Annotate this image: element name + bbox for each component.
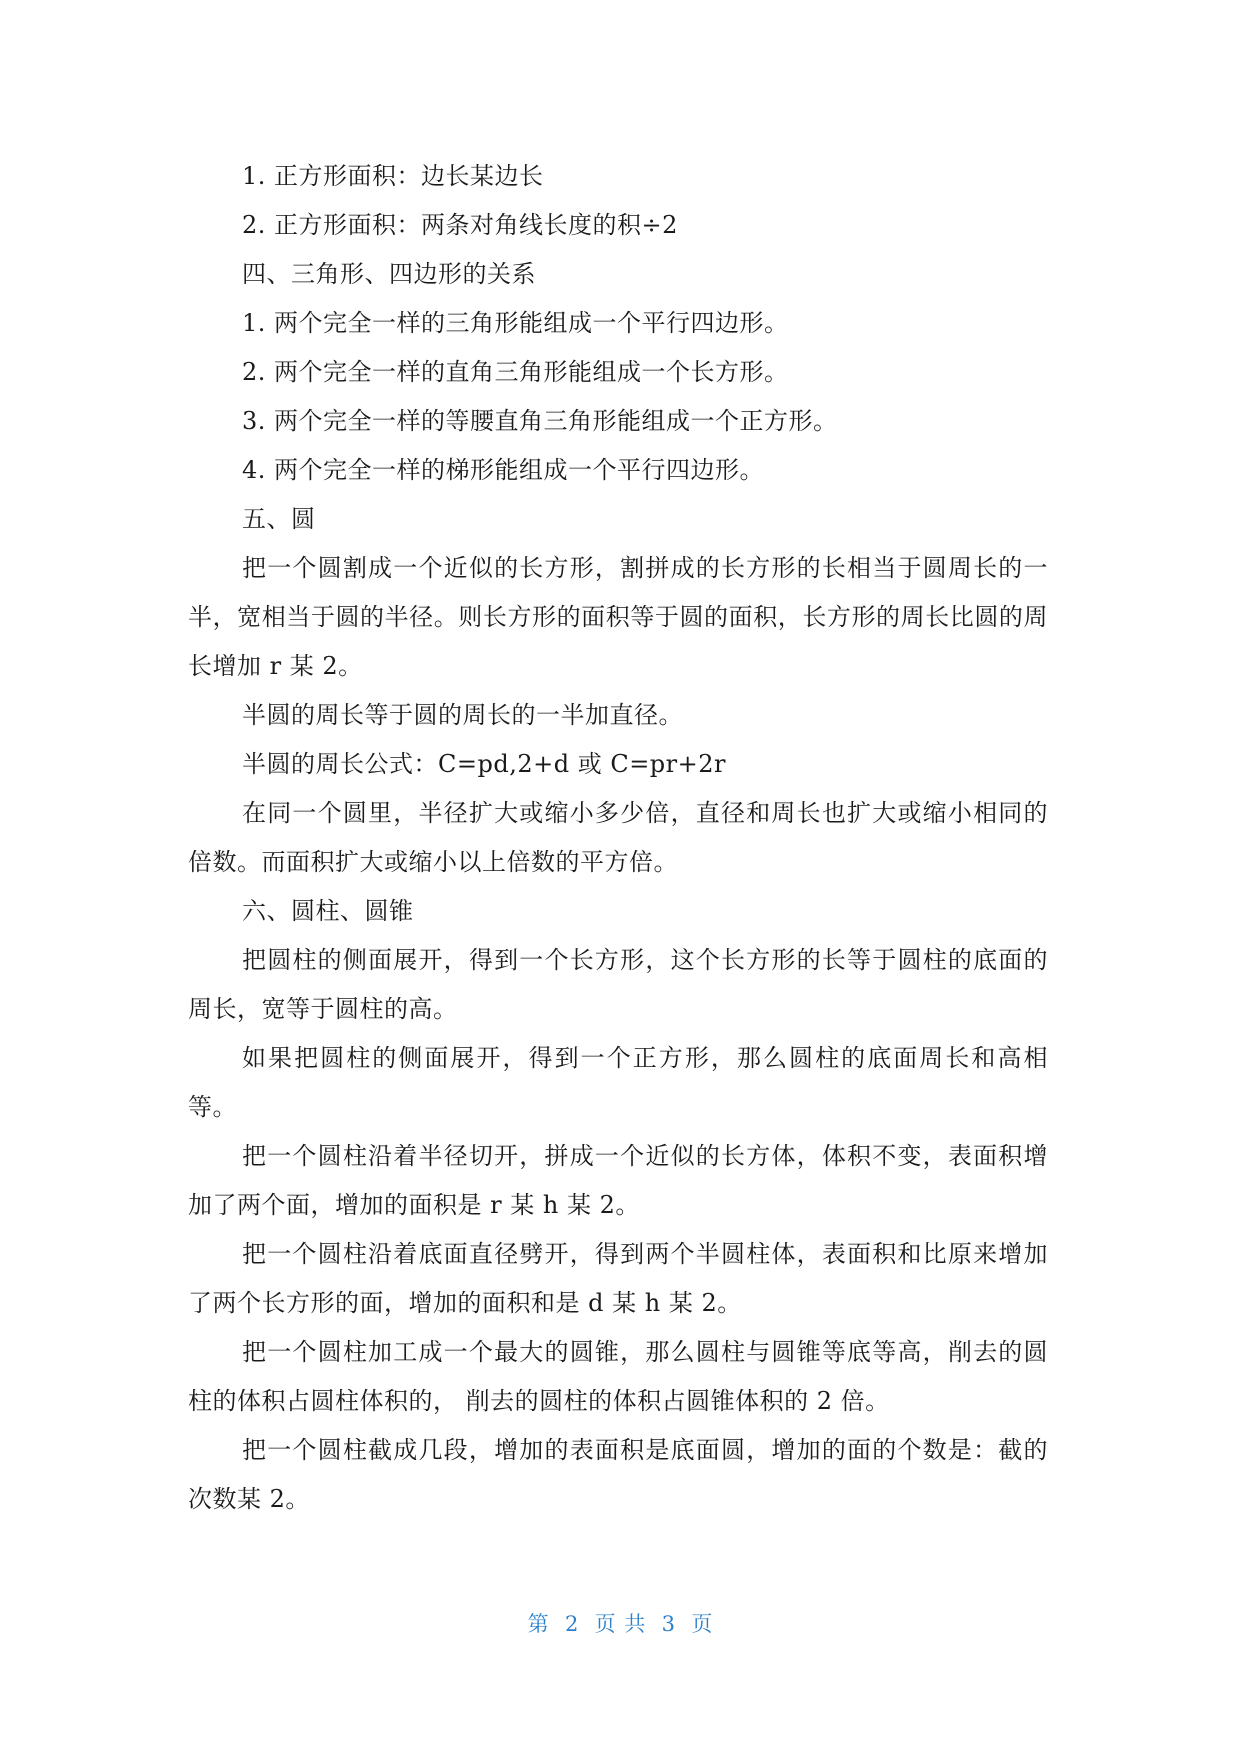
section-heading-5: 五、圆	[242, 505, 316, 533]
section-heading-4: 四、三角形、四边形的关系	[242, 260, 536, 288]
list-item-2: 2. 两个完全一样的直角三角形能组成一个长方形。	[242, 358, 789, 386]
formula-line-2: 2. 正方形面积：两条对角线长度的积÷2	[242, 211, 678, 239]
paragraph: 把一个圆柱沿着半径切开，拼成一个近似的长方体，体积不变，表面积增加了两个面，增加的面积是 r 某 h 某 2。	[188, 1142, 1048, 1219]
section-heading-6: 六、圆柱、圆锥	[242, 897, 414, 925]
paragraph: 半圆的周长公式：C=pd,2+d 或 C=pr+2r	[242, 750, 726, 778]
list-item-3: 3. 两个完全一样的等腰直角三角形能组成一个正方形。	[242, 407, 838, 435]
paragraph: 在同一个圆里，半径扩大或缩小多少倍，直径和周长也扩大或缩小相同的倍数。而面积扩大或缩小以上倍数的平方倍。	[188, 799, 1048, 876]
list-item-1: 1. 两个完全一样的三角形能组成一个平行四边形。	[242, 309, 789, 337]
paragraph: 半圆的周长等于圆的周长的一半加直径。	[242, 701, 683, 729]
paragraph: 把一个圆割成一个近似的长方形，割拼成的长方形的长相当于圆周长的一半，宽相当于圆的半径。则长方形的面积等于圆的面积，长方形的周长比圆的周长增加 r 某 2。	[188, 554, 1048, 680]
paragraph: 把圆柱的侧面展开，得到一个长方形，这个长方形的长等于圆柱的底面的周长，宽等于圆柱的高。	[188, 946, 1048, 1023]
paragraph: 把一个圆柱截成几段，增加的表面积是底面圆，增加的面的个数是：截的次数某 2。	[188, 1436, 1048, 1513]
paragraph: 把一个圆柱沿着底面直径劈开，得到两个半圆柱体，表面积和比原来增加了两个长方形的面，增加的面积和是 d 某 h 某 2。	[188, 1240, 1048, 1317]
paragraph: 如果把圆柱的侧面展开，得到一个正方形，那么圆柱的底面周长和高相等。	[188, 1044, 1048, 1121]
document-body	[188, 152, 1048, 1524]
page-number: 第 2 页 共 3 页	[527, 1612, 714, 1636]
list-item-4: 4. 两个完全一样的梯形能组成一个平行四边形。	[242, 456, 765, 484]
paragraph: 把一个圆柱加工成一个最大的圆锥，那么圆柱与圆锥等底等高，削去的圆柱的体积占圆柱体积的， 削去的圆柱的体积占圆锥体积的 2 倍。	[188, 1338, 1048, 1415]
formula-line-1: 1. 正方形面积：边长某边长	[242, 162, 544, 190]
